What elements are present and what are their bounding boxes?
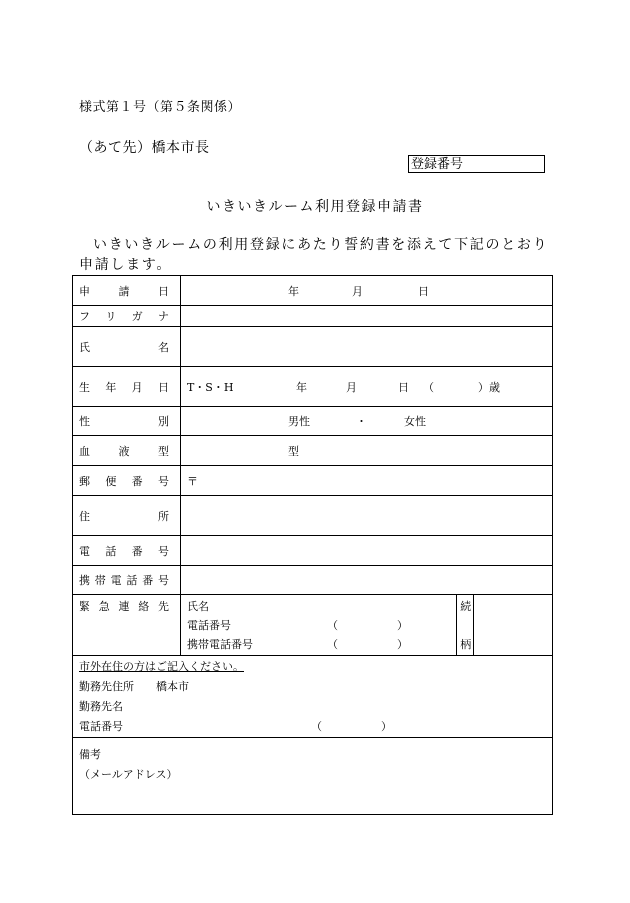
month-unit: 月 <box>351 284 363 298</box>
relationship-char-top: 続 <box>460 600 472 613</box>
row-furigana <box>73 306 553 327</box>
row-remarks <box>73 738 553 815</box>
label-char: 氏 <box>79 340 90 354</box>
label-char: 年 <box>105 380 117 394</box>
row-emergency-contact <box>73 595 553 656</box>
label-char: 電 <box>79 544 90 558</box>
document-title: いきいきルーム利用登録申請書 <box>206 199 424 215</box>
mobile-field[interactable] <box>180 566 552 595</box>
label-char: 請 <box>118 284 130 298</box>
separator-dot: ・ <box>355 415 367 428</box>
label-name <box>73 327 181 367</box>
label-char: フ <box>79 310 90 323</box>
intro-text: いきいきルームの利用登録にあたり誓約書を添えて下記のとおり申請します。 <box>79 237 549 273</box>
row-birthdate <box>73 367 553 407</box>
registration-number-field[interactable]: 登録番号 <box>408 155 545 173</box>
label-gender <box>73 407 181 436</box>
day-unit: 日 <box>397 380 409 394</box>
label-char: 名 <box>158 340 169 354</box>
row-blood-type <box>73 436 553 466</box>
outside-city-section[interactable] <box>73 656 553 738</box>
label-char: 急 <box>98 600 110 613</box>
application-form-table <box>72 275 553 815</box>
workplace-name-line <box>79 697 552 717</box>
label-char: 別 <box>158 415 169 428</box>
row-gender <box>73 407 553 436</box>
workplace-address-line <box>79 677 552 697</box>
label-char: 号 <box>157 474 169 488</box>
blood-type-field[interactable] <box>180 436 552 466</box>
label-char: 性 <box>79 415 90 428</box>
female-option[interactable]: 女性 <box>403 415 426 428</box>
emergency-name-label: 氏名 <box>186 600 209 613</box>
year-unit: 年 <box>295 380 307 394</box>
workplace-phone-line <box>79 717 552 737</box>
label-char: 号 <box>157 544 169 558</box>
name-field[interactable] <box>180 327 552 367</box>
label-char: 郵 <box>79 474 90 488</box>
label-char: 先 <box>158 600 169 613</box>
label-char: 液 <box>118 444 130 458</box>
label-char: 絡 <box>138 600 150 613</box>
row-name <box>73 327 553 367</box>
open-paren: （ <box>326 638 338 651</box>
label-char: 住 <box>79 509 90 523</box>
workplace-phone-label: 電話番号 <box>79 720 123 733</box>
label-address <box>73 496 181 536</box>
label-char: 生 <box>79 380 90 394</box>
label-blood-type <box>73 436 181 466</box>
label-emergency-contact <box>73 595 181 656</box>
label-char: 日 <box>158 284 169 298</box>
label-char: 申 <box>79 284 90 298</box>
male-option[interactable]: 男性 <box>287 415 310 428</box>
emergency-name-line <box>187 597 456 616</box>
label-char: 号 <box>157 574 169 587</box>
label-char: 所 <box>158 509 169 523</box>
workplace-name-label: 勤務先名 <box>79 700 123 713</box>
year-unit: 年 <box>287 284 299 298</box>
label-phone <box>73 536 181 566</box>
row-address <box>73 496 553 536</box>
remarks-section[interactable] <box>73 738 553 815</box>
emergency-mobile-label: 携帯電話番号 <box>186 638 253 651</box>
emergency-contact-field[interactable] <box>180 595 456 656</box>
outside-city-note: 市外在住の方はご記入ください。 <box>79 660 244 673</box>
label-furigana <box>73 306 181 327</box>
age-open-paren: （ <box>422 380 434 394</box>
form-number: 様式第１号（第５条関係） <box>79 100 242 115</box>
label-char: 緊 <box>79 600 90 613</box>
label-postal-code <box>73 466 181 496</box>
label-char: 話 <box>105 544 117 558</box>
relationship-char-bottom: 柄 <box>460 638 472 651</box>
blood-type-unit: 型 <box>287 444 299 458</box>
label-char: 番 <box>142 574 154 587</box>
label-char: 便 <box>105 474 117 488</box>
age-unit: ）歳 <box>477 380 500 394</box>
label-apply-date <box>73 276 181 306</box>
label-char: ガ <box>131 310 143 323</box>
email-label: （メールアドレス） <box>79 768 178 781</box>
relationship-label <box>457 595 474 656</box>
gender-field[interactable] <box>180 407 552 436</box>
emergency-mobile-line <box>187 635 456 654</box>
label-birthdate <box>73 367 181 407</box>
label-char: リ <box>105 310 117 323</box>
close-paren: ） <box>396 638 408 651</box>
label-char: 日 <box>157 380 169 394</box>
postal-mark-icon: 〒 <box>186 474 198 488</box>
remarks-label-line <box>79 745 552 765</box>
label-char: 電 <box>110 574 122 587</box>
label-char: 携 <box>79 574 90 587</box>
apply-date-field[interactable] <box>180 276 552 306</box>
emergency-phone-label: 電話番号 <box>186 619 231 632</box>
label-char: 血 <box>79 444 90 458</box>
postal-code-field[interactable] <box>180 466 552 496</box>
open-paren: （ <box>311 720 322 733</box>
label-char: 話 <box>126 574 138 587</box>
label-char: 型 <box>158 444 169 458</box>
label-char: 連 <box>118 600 130 613</box>
label-char: 月 <box>131 380 143 394</box>
close-paren: ） <box>381 720 392 733</box>
address-field[interactable] <box>180 496 552 536</box>
relationship-field[interactable] <box>474 595 553 656</box>
furigana-field[interactable] <box>180 306 552 327</box>
label-char: ナ <box>157 310 169 323</box>
label-mobile <box>73 566 181 595</box>
label-char: 帯 <box>94 574 106 587</box>
month-unit: 月 <box>345 380 357 394</box>
addressee: （あて先）橋本市長 <box>79 140 210 156</box>
row-phone <box>73 536 553 566</box>
era-options[interactable]: T・S・H <box>186 380 234 394</box>
close-paren: ） <box>396 619 408 632</box>
remarks-label: 備考 <box>79 748 101 761</box>
open-paren: （ <box>326 619 338 632</box>
row-outside-city <box>73 656 553 738</box>
day-unit: 日 <box>417 284 429 298</box>
row-mobile <box>73 566 553 595</box>
emergency-phone-line <box>187 616 456 635</box>
row-postal-code <box>73 466 553 496</box>
row-apply-date <box>73 276 553 306</box>
outside-city-note-line <box>79 657 552 677</box>
label-char: 番 <box>131 544 143 558</box>
workplace-city: 橋本市 <box>156 680 189 693</box>
phone-field[interactable] <box>180 536 552 566</box>
label-char: 番 <box>131 474 143 488</box>
email-label-line <box>79 765 552 785</box>
birthdate-field[interactable] <box>180 367 552 407</box>
workplace-address-label: 勤務先住所 <box>79 680 134 693</box>
